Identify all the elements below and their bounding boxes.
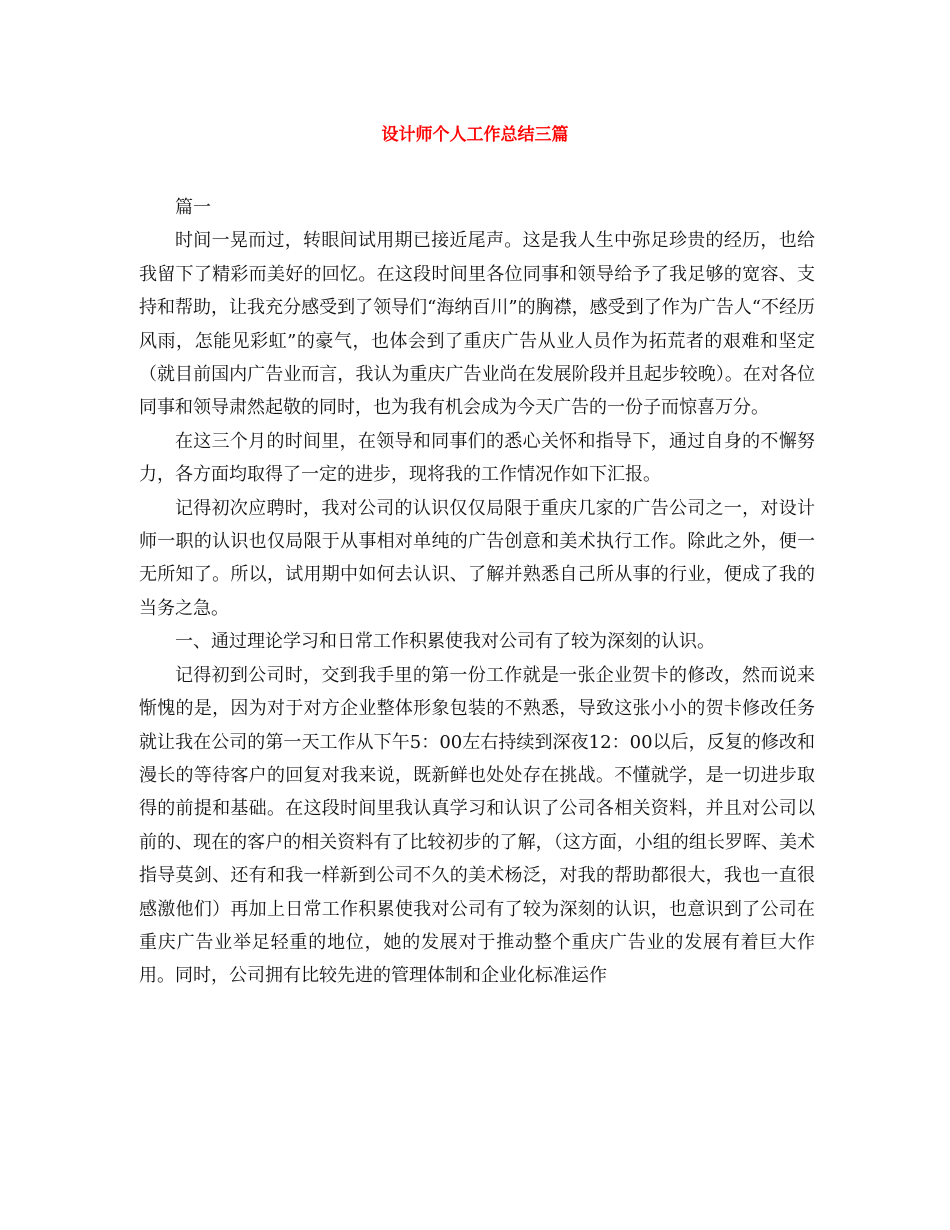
paragraph: 在这三个月的时间里，在领导和同事们的悉心关怀和指导下，通过自身的不懈努力，各方面均取得了一定的进步，现将我的工作情况作如下汇报。 bbox=[139, 430, 815, 486]
document-body bbox=[139, 191, 815, 993]
paragraph: 记得初到公司时，交到我手里的第一份工作就是一张企业贺卡的修改，然而说来惭愧的是，因为对于对方企业整体形象包装的不熟悉，导致这张小小的贺卡修改任务就让我在公司的第一天工作从下午5：00左右持续到深夜12：00以后，反复的修改和漫长的等待客户的回复对我来说，既新鲜也处处存在挑战。不懂就学，是一切进步取得的前提和基础。在这段时间里我认真学习和认识了公司各相关资料，并且对公司以前的、现在的客户的相关资料有了比较初步的了解，（这方面，小组的组长罗晖、美术指导莫剑、还有和我一样新到公司不久的美术杨泛，对我的帮助都很大，我也一直很感激他们）再加上日常工作积累使我对公司有了较为深刻的认识，也意识到了公司在重庆广告业举足轻重的地位，她的发展对于推动整个重庆广告业的发展有着巨大作用。同时，公司拥有比较先进的管理体制和企业化标准运作 bbox=[139, 664, 815, 987]
document-title: 设计师个人工作总结三篇 bbox=[381, 125, 569, 145]
subsection-heading: 一、通过理论学习和日常工作积累使我对公司有了较为深刻的认识。 bbox=[175, 631, 715, 653]
section-heading: 篇一 bbox=[175, 197, 211, 218]
paragraph: 记得初次应聘时，我对公司的认识仅仅局限于重庆几家的广告公司之一，对设计师一职的认识也仅局限于从事相对单纯的广告创意和美术执行工作。除此之外，便一无所知了。所以，试用期中如何去认识、了解并熟悉自己所从事的行业，便成了我的当务之急。 bbox=[139, 497, 815, 619]
paragraph: 时间一晃而过，转眼间试用期已接近尾声。这是我人生中弥足珍贵的经历，也给我留下了精彩而美好的回忆。在这段时间里各位同事和领导给予了我足够的宽容、支持和帮助，让我充分感受到了领导们“海纳百川”的胸襟，感受到了作为广告人“不经历风雨，怎能见彩虹”的豪气，也体会到了重庆广告从业人员作为拓荒者的艰难和坚定（就目前国内广告业而言，我认为重庆广告业尚在发展阶段并且起步较晚）。在对各位同事和领导肃然起敬的同时，也为我有机会成为今天广告的一份子而惊喜万分。 bbox=[139, 230, 815, 419]
